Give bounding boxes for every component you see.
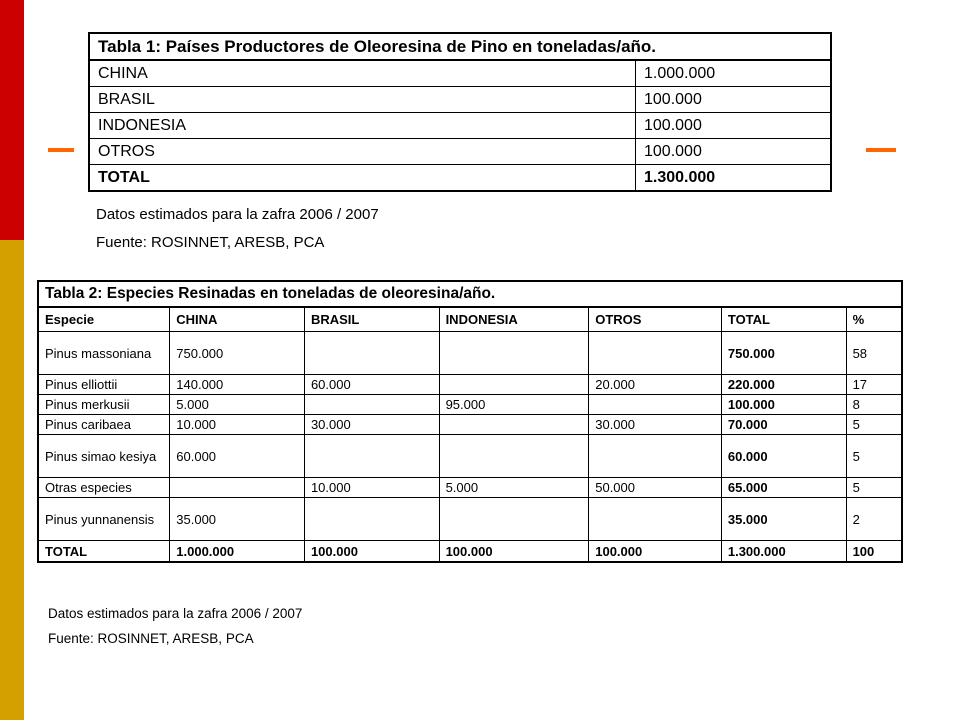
total-cell: 35.000: [721, 498, 846, 541]
indonesia-cell: [439, 498, 589, 541]
indonesia-cell: [439, 375, 589, 395]
percent-cell: 5: [846, 478, 902, 498]
otros-cell: [589, 395, 722, 415]
china-cell: 35.000: [170, 498, 305, 541]
indonesia-total: 100.000: [439, 541, 589, 563]
value-cell: 1.000.000: [636, 60, 832, 87]
top-accent-bar: [0, 0, 24, 240]
brasil-cell: [304, 435, 439, 478]
table2-total-row: [38, 541, 902, 563]
total-label: TOTAL: [89, 165, 636, 192]
otros-cell: 20.000: [589, 375, 722, 395]
brasil-cell: 30.000: [304, 415, 439, 435]
table-row: [38, 498, 902, 541]
species-cell: Pinus elliottii: [38, 375, 170, 395]
table-row: [38, 478, 902, 498]
percent-cell: 8: [846, 395, 902, 415]
percent-cell: 17: [846, 375, 902, 395]
china-cell: 10.000: [170, 415, 305, 435]
percent-cell: 2: [846, 498, 902, 541]
value-cell: 100.000: [636, 139, 832, 165]
china-total: 1.000.000: [170, 541, 305, 563]
percent-cell: 58: [846, 332, 902, 375]
total-cell: 750.000: [721, 332, 846, 375]
species-cell: Pinus caribaea: [38, 415, 170, 435]
table-producer-countries: [88, 32, 832, 192]
column-header: TOTAL: [721, 307, 846, 332]
brasil-total: 100.000: [304, 541, 439, 563]
species-cell: Pinus massoniana: [38, 332, 170, 375]
indonesia-cell: [439, 435, 589, 478]
table1-total-row: [89, 165, 831, 192]
table2-source: Fuente: ROSINNET, ARESB, PCA: [48, 631, 254, 646]
otros-cell: [589, 498, 722, 541]
country-cell: CHINA: [89, 60, 636, 87]
total-label: TOTAL: [38, 541, 170, 563]
bottom-accent-bar: [0, 240, 24, 720]
brasil-cell: 10.000: [304, 478, 439, 498]
total-cell: 70.000: [721, 415, 846, 435]
table-row: [38, 395, 902, 415]
species-cell: Otras especies: [38, 478, 170, 498]
species-cell: Pinus yunnanensis: [38, 498, 170, 541]
species-cell: Pinus simao kesiya: [38, 435, 170, 478]
right-accent-dash: [866, 148, 896, 152]
indonesia-cell: [439, 332, 589, 375]
brasil-cell: 60.000: [304, 375, 439, 395]
otros-cell: [589, 332, 722, 375]
china-cell: 750.000: [170, 332, 305, 375]
indonesia-cell: 95.000: [439, 395, 589, 415]
total-cell: 220.000: [721, 375, 846, 395]
otros-cell: 30.000: [589, 415, 722, 435]
table1-title-row: [89, 33, 831, 60]
table-row: [38, 332, 902, 375]
country-cell: BRASIL: [89, 87, 636, 113]
value-cell: 100.000: [636, 113, 832, 139]
table-row: [89, 139, 831, 165]
table2-header-row: [38, 307, 902, 332]
indonesia-cell: [439, 415, 589, 435]
table-species: [37, 280, 903, 563]
china-cell: 140.000: [170, 375, 305, 395]
table1-source: Fuente: ROSINNET, ARESB, PCA: [96, 234, 325, 251]
indonesia-cell: 5.000: [439, 478, 589, 498]
value-cell: 100.000: [636, 87, 832, 113]
column-header: CHINA: [170, 307, 305, 332]
table1-note: Datos estimados para la zafra 2006 / 2007: [96, 206, 379, 223]
total-value: 1.300.000: [636, 165, 832, 192]
column-header: OTROS: [589, 307, 722, 332]
column-header: BRASIL: [304, 307, 439, 332]
china-cell: 5.000: [170, 395, 305, 415]
table-row: [89, 60, 831, 87]
percent-cell: 5: [846, 435, 902, 478]
table1-title: Tabla 1: Países Productores de Oleoresina de Pino en toneladas/año.: [89, 33, 831, 60]
brasil-cell: [304, 498, 439, 541]
table-row: [89, 87, 831, 113]
column-header: INDONESIA: [439, 307, 589, 332]
otros-cell: 50.000: [589, 478, 722, 498]
column-header: %: [846, 307, 902, 332]
total-cell: 65.000: [721, 478, 846, 498]
left-accent-dash: [48, 148, 74, 152]
table2-note: Datos estimados para la zafra 2006 / 2007: [48, 606, 303, 621]
country-cell: OTROS: [89, 139, 636, 165]
table2-title: Tabla 2: Especies Resinadas en toneladas de oleoresina/año.: [38, 281, 902, 307]
china-cell: 60.000: [170, 435, 305, 478]
total-cell: 60.000: [721, 435, 846, 478]
percent-total: 100: [846, 541, 902, 563]
otros-total: 100.000: [589, 541, 722, 563]
table-row: [38, 435, 902, 478]
percent-cell: 5: [846, 415, 902, 435]
species-cell: Pinus merkusii: [38, 395, 170, 415]
grand-total: 1.300.000: [721, 541, 846, 563]
brasil-cell: [304, 332, 439, 375]
china-cell: [170, 478, 305, 498]
table2-title-row: [38, 281, 902, 307]
table-row: [89, 113, 831, 139]
otros-cell: [589, 435, 722, 478]
column-header: Especie: [38, 307, 170, 332]
table-row: [38, 375, 902, 395]
country-cell: INDONESIA: [89, 113, 636, 139]
total-cell: 100.000: [721, 395, 846, 415]
table-row: [38, 415, 902, 435]
brasil-cell: [304, 395, 439, 415]
